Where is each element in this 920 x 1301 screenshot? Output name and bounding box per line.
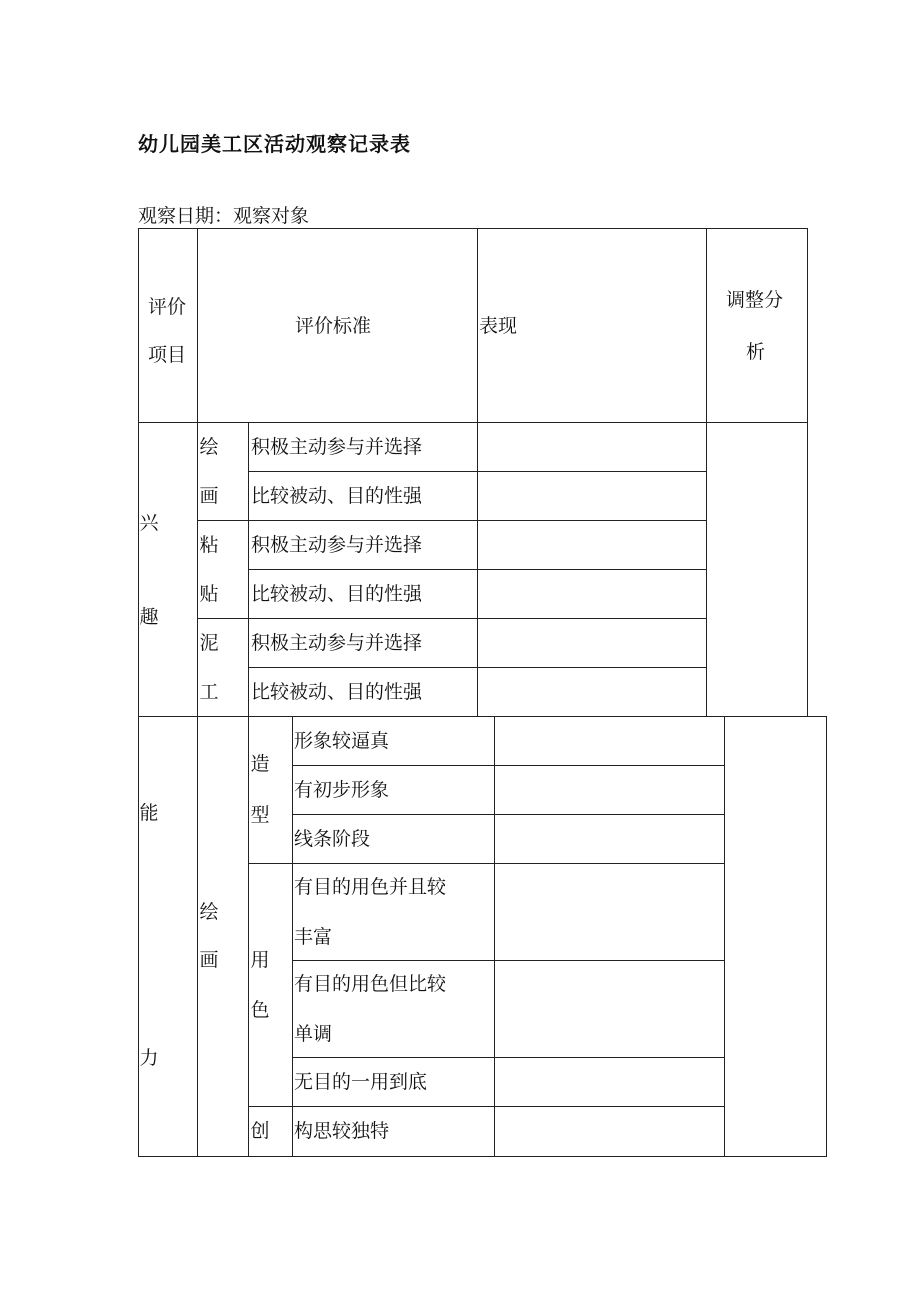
ability-label-char: 力 xyxy=(139,1047,159,1069)
interest-criterion: 积极主动参与并选择 xyxy=(251,436,423,458)
table-rule xyxy=(248,1106,724,1107)
table-rule xyxy=(292,960,724,961)
ability-criterion: 形象较逼真 xyxy=(294,730,390,752)
header-performance: 表现 xyxy=(479,315,518,337)
table-rule xyxy=(138,716,139,1157)
table-rule xyxy=(292,765,724,766)
table-rule xyxy=(292,1057,724,1058)
ability-category-char: 绘 xyxy=(199,901,219,923)
ability-criterion: 无目的一用到底 xyxy=(294,1071,428,1093)
table-rule xyxy=(494,716,495,1157)
interest-label-char: 兴 xyxy=(139,512,159,534)
ability-sub-char: 创 xyxy=(250,1120,270,1142)
table-rule xyxy=(138,228,139,717)
ability-category-char: 画 xyxy=(199,949,219,971)
table-rule xyxy=(292,716,293,1157)
interest-criterion: 比较被动、目的性强 xyxy=(251,485,423,507)
header-adjust-line1: 调整分 xyxy=(726,289,784,311)
interest-group-char: 绘 xyxy=(199,436,219,458)
table-rule xyxy=(138,716,808,717)
ability-label-char: 能 xyxy=(139,802,159,824)
ability-sub-char: 用 xyxy=(250,949,270,971)
ability-criterion: 有初步形象 xyxy=(294,779,390,801)
table-rule xyxy=(292,814,724,815)
table-rule xyxy=(248,422,249,717)
interest-label-char: 趣 xyxy=(139,606,159,628)
ability-sub-char: 色 xyxy=(250,999,270,1021)
header-item-line2: 项目 xyxy=(148,344,187,366)
header-criteria: 评价标准 xyxy=(295,315,372,337)
interest-group-char: 画 xyxy=(199,485,219,507)
interest-group-char: 贴 xyxy=(199,583,219,605)
ability-criterion: 丰富 xyxy=(294,926,333,948)
header-adjust-line2: 析 xyxy=(746,341,766,363)
ability-criterion: 构思较独特 xyxy=(294,1120,390,1142)
table-rule xyxy=(826,716,827,1157)
table-rule xyxy=(197,520,706,521)
interest-group-char: 粘 xyxy=(199,534,219,556)
ability-criterion: 线条阶段 xyxy=(294,828,371,850)
interest-group-char: 工 xyxy=(199,681,219,703)
table-rule xyxy=(477,228,478,717)
header-item-line1: 评价 xyxy=(148,296,187,318)
table-rule xyxy=(248,863,724,864)
interest-criterion: 比较被动、目的性强 xyxy=(251,583,423,605)
table-rule xyxy=(724,716,725,1157)
table-rule xyxy=(197,716,198,1157)
ability-criterion: 单调 xyxy=(294,1023,333,1045)
table-rule xyxy=(138,228,808,229)
table-rule xyxy=(807,716,827,717)
table-rule xyxy=(138,422,808,423)
observation-date-line: 观察日期：观察对象 xyxy=(138,205,310,227)
interest-criterion: 积极主动参与并选择 xyxy=(251,632,423,654)
ability-criterion: 有目的用色但比较 xyxy=(294,973,447,995)
ability-sub-char: 型 xyxy=(250,804,270,826)
table-rule xyxy=(248,716,249,1157)
interest-criterion: 比较被动、目的性强 xyxy=(251,681,423,703)
ability-criterion: 有目的用色并且较 xyxy=(294,876,447,898)
interest-group-char: 泥 xyxy=(199,632,219,654)
ability-sub-char: 造 xyxy=(250,753,270,775)
table-rule xyxy=(807,228,808,717)
interest-criterion: 积极主动参与并选择 xyxy=(251,534,423,556)
page-title: 幼儿园美工区活动观察记录表 xyxy=(138,132,411,156)
table-rule xyxy=(197,618,706,619)
table-rule xyxy=(706,228,707,717)
